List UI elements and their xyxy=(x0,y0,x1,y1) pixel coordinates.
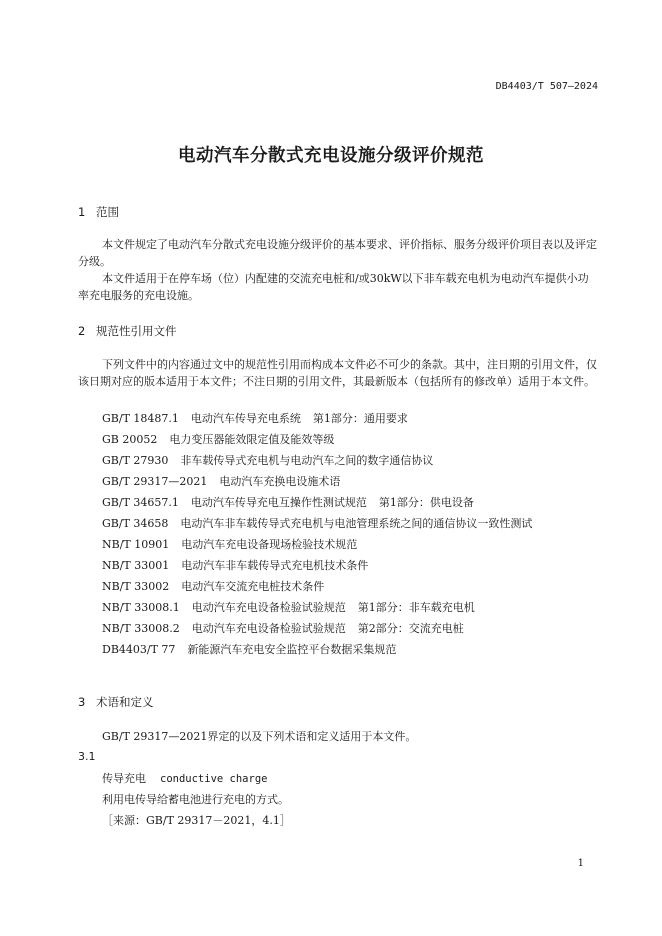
section-1-title: 范围 xyxy=(96,205,119,219)
section-1-number: 1 xyxy=(78,205,86,219)
page-number: 1 xyxy=(577,858,584,869)
section-2-title: 规范性引用文件 xyxy=(96,324,177,338)
section-2-intro: 下列文件中的内容通过文中的规范性引用而构成本文件必不可少的条款。其中，注日期的引用文件，仅该日期对应的版本适用于本文件；不注日期的引用文件，其最新版本（包括所有的修改单）适用于本文件。 xyxy=(78,358,597,388)
section-3-title: 术语和定义 xyxy=(96,695,154,709)
section-1-heading xyxy=(78,204,119,220)
section-2-heading xyxy=(78,323,177,339)
term-zh: 传导充电 xyxy=(102,772,146,785)
document-code: DB4403/T 507—2024 xyxy=(495,81,598,92)
section-2-number: 2 xyxy=(78,324,86,338)
reference-item: NB/T 33001 电动汽车非车载传导式充电机技术条件 xyxy=(102,559,369,572)
reference-item: NB/T 33008.2 电动汽车充电设备检验试验规范 第2部分：交流充电桩 xyxy=(102,622,464,635)
reference-item: GB/T 27930 非车载传导式充电机与电动汽车之间的数字通信协议 xyxy=(102,454,434,467)
reference-item: DB4403/T 77 新能源汽车充电安全监控平台数据采集规范 xyxy=(102,643,397,656)
document-title: 电动汽车分散式充电设施分级评价规范 xyxy=(178,146,484,166)
reference-item: NB/T 33002 电动汽车交流充电桩技术条件 xyxy=(102,580,325,593)
section-3-intro: GB/T 29317—2021界定的以及下列术语和定义适用于本文件。 xyxy=(102,730,417,743)
reference-item: NB/T 10901 电动汽车充电设备现场检验技术规范 xyxy=(102,538,358,551)
term-heading xyxy=(102,770,267,786)
section-1-paragraph-2: 本文件适用于在停车场（位）内配建的交流充电桩和/或30kW以下非车载充电机为电动汽车提供小功率充电服务的充电设施。 xyxy=(78,272,589,302)
reference-item: GB/T 29317—2021 电动汽车充换电设施术语 xyxy=(102,475,341,488)
reference-item: GB/T 18487.1 电动汽车传导充电系统 第1部分：通用要求 xyxy=(102,412,408,425)
reference-item: NB/T 33008.1 电动汽车充电设备检验试验规范 第1部分：非车载充电机 xyxy=(102,601,475,614)
term-number: 3.1 xyxy=(78,750,96,763)
reference-item: GB 20052 电力变压器能效限定值及能效等级 xyxy=(102,433,335,446)
section-1-paragraph-1: 本文件规定了电动汽车分散式充电设施分级评价的基本要求、评价指标、服务分级评价项目表以及评定分级。 xyxy=(78,238,597,268)
reference-item: GB/T 34657.1 电动汽车传导充电互操作性测试规范 第1部分：供电设备 xyxy=(102,496,474,509)
section-3-number: 3 xyxy=(78,695,86,709)
section-3-heading xyxy=(78,694,154,710)
term-en: conductive charge xyxy=(160,773,268,785)
term-source: ［来源：GB/T 29317－2021，4.1］ xyxy=(102,814,291,827)
reference-item: GB/T 34658 电动汽车非车载传导式充电机与电池管理系统之间的通信协议一致性测试 xyxy=(102,517,533,530)
term-definition: 利用电传导给蓄电池进行充电的方式。 xyxy=(102,793,289,806)
